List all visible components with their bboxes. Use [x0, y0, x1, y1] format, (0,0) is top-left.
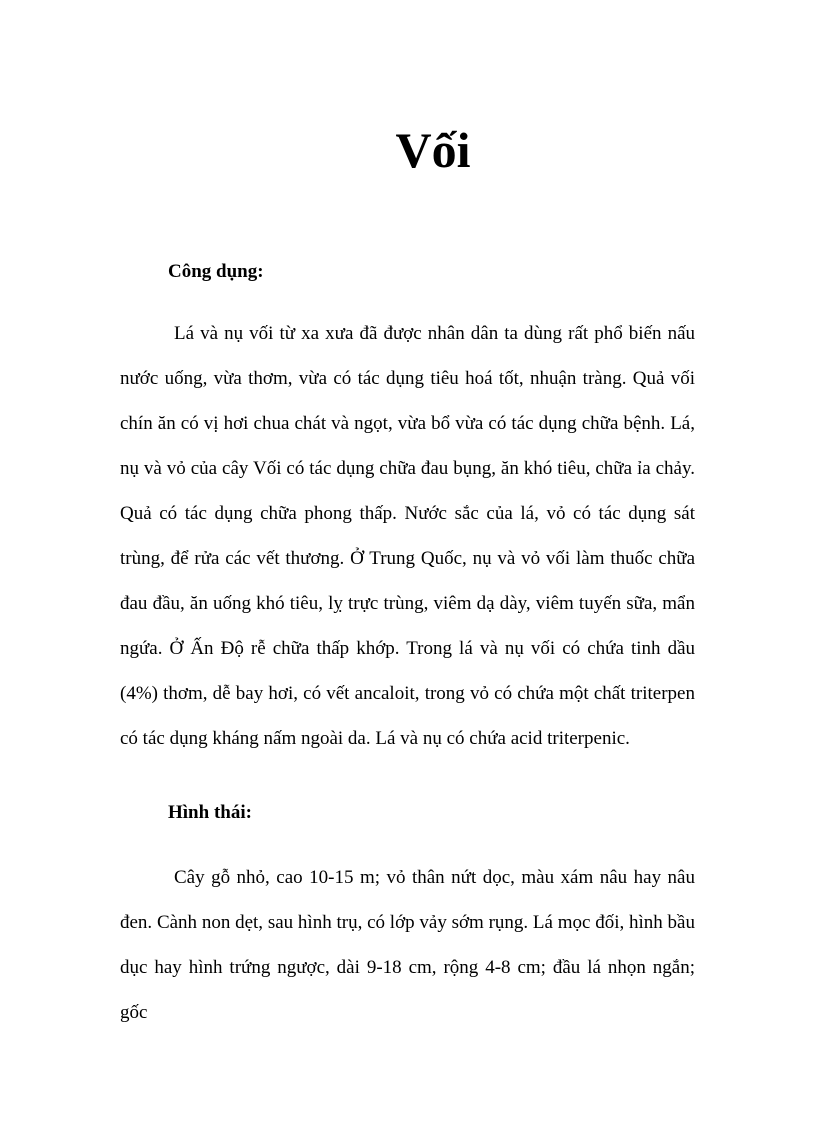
page-title: Vối [395, 122, 471, 178]
section-body-morphology: Cây gỗ nhỏ, cao 10-15 m; vỏ thân nứt dọc, màu xám nâu hay nâu đen. Cành non dẹt, sau hình trụ, có lớp vảy sớm rụng. Lá mọc đối, hình bầu dục hay hình trứng ngược, dài 9-18 cm, rộng 4-8 cm; đầu lá nhọn ngắn; gốc [120, 867, 695, 1023]
section-heading-morphology: Hình thái: [168, 802, 252, 823]
section-body-usage: Lá và nụ vối từ xa xưa đã được nhân dân ta dùng rất phổ biến nấu nước uống, vừa thơm, vừa có tác dụng tiêu hoá tốt, nhuận tràng. Quả vối chín ăn có vị hơi chua chát và ngọt, vừa bổ vừa có tác dụng chữa bệnh. Lá, nụ và vỏ của cây Vối có tác dụng chữa đau bụng, ăn khó tiêu, chữa ỉa chảy. Quả có tác dụng chữa phong thấp. Nước sắc của lá, vỏ có tác dụng sát trùng, để rửa các vết thương. Ở Trung Quốc, nụ và vỏ vối làm thuốc chữa đau đầu, ăn uống khó tiêu, lỵ trực trùng, viêm dạ dày, viêm tuyến sữa, mẩn ngứa. Ở Ấn Độ rễ chữa thấp khớp. Trong lá và nụ vối có chứa tinh dầu (4%) thơm, dễ bay hơi, có vết ancaloit, trong vỏ có chứa một chất triterpen có tác dụng kháng nấm ngoài da. Lá và nụ có chứa acid triterpenic. [120, 323, 695, 749]
section-heading-usage: Công dụng: [168, 261, 264, 282]
